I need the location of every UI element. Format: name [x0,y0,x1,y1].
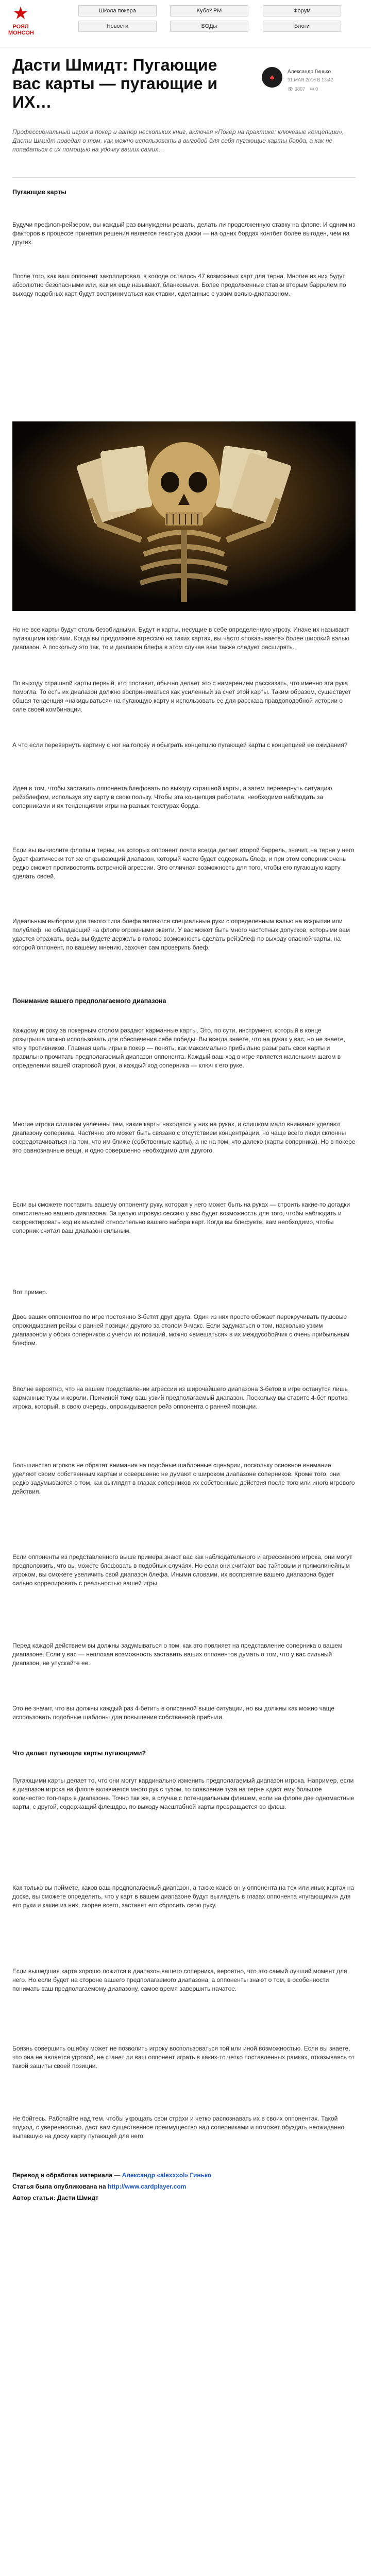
star-icon: ★ [12,4,29,23]
nav-item-vods[interactable]: ВОДы [170,21,248,32]
paragraph: Перед каждой действием вы должны задумываться о том, как это повлияет на представление соперника о вашем диапазоне. Если у вас — неплохая возможность заставить ваших оппонентов думать о том, что у вас сильный диапазон, не упускайте ее. [12,1642,343,1667]
article-title: Дасти Шмидт: Пугающие вас карты — пугающие и ИХ… [12,56,218,111]
paragraph: Это не значит, что вы должны каждый раз 4-бетить в описанной выше ситуации, но вы должны как можно чаще использовать подобные шаблоны для повышения собственной прибыли. [12,1705,335,1721]
paragraph: Многие игроки слишком увлечены тем, какие карты находятся у них на руках, и слишком мало внимания уделяют диапазону соперника. Частично это может быть связано с отсутствием концентрации, но чаще всего люди склонны сосредотачиваться на том, что им ближе (собственные карты), а не на том, что далеко (карты соперника). Но в покере это равнозначные вещи, и одно совершенно необходимо для другого. [12,1121,356,1154]
logo-line-1: РОЯЛ [12,24,29,30]
section-heading: Пугающие карты [12,189,66,196]
original-author-name: Дасти Шмидт [57,2194,99,2201]
site-logo[interactable] [8,3,33,44]
avatar[interactable]: ♠ [262,67,282,88]
author-name[interactable]: Александр Гинько [288,69,331,75]
paragraph: Будучи префлоп-рейзером, вы каждый раз вынуждены решать, делать ли продолженную ставку на флопе. И одним из факторов в процессе принятия решения является текстура доски — на одних бордах контбет более выгоден, чем на других. [12,221,356,246]
paragraph: Идея в том, чтобы заставить оппонента блефовать по выходу страшной карты, а затем перевернуть ситуацию рейзблефом, используя эту карту в свою пользу. Чтобы эта концепция работала, необходимо наблюдать за соперниками и их тенденциями игры на разных текстурах борда. [12,785,332,809]
paragraph: Если вышедшая карта хорошо ложится в диапазон вашего соперника, вероятно, что это самый лучший момент для него. Но если будет на стороне вашего предполагаемого диапазона, а оппоненты знают о том, в особенности понимать ваш предполагаемому диапазону, самое время завершить начатое. [12,1968,347,1992]
nav-item-blogs[interactable]: Блоги [263,21,341,32]
translator-link[interactable]: Александр «alexxxol» Гинько [122,2172,212,2179]
paragraph: После того, как ваш оппонент заколлировал, в колоде осталось 47 возможных карт для терна. Многие из них будут абсолютно безопасными или, как их еще называют, бланковыми. Более продолженные ставки вторым баррелем по выходу подобных карт будут восприниматься как ставки, сделанные с узким вэлью-диапазоном. [12,273,346,297]
article-rating [129,2574,222,2576]
views-count: 3807 [294,87,305,92]
nav-item-news[interactable]: Новости [78,21,157,32]
nav-item-forum[interactable]: Форум [263,5,341,16]
paragraph: Пугающими карты делает то, что они могут кардинально изменить предполагаемый диапазон игрока. Например, если в диапазон игрока на флопе включается много рук с тузом, то появление туза на терне «даст ему большое количество топ-пар» в диапазоне. Точно так же, в случае с потенциальным флешем, если на флопе две одномастные карты, с другой, содержащий флешдро, по выходу масштабной карты превращается во флеш. [12,1777,355,1810]
paragraph: А что если перевернуть картину с ног на голову и обыграть концепцию пугающей карты с концепцией ее ожидания? [12,741,348,749]
paragraph: Не бойтесь. Работайте над тем, чтобы укрощать свои страхи и четко распознавать их в своих оппонентах. Такой подход, с уверенностью, даст вам существенное преимущество над соперниками и поможет обуздать неожиданно выпавшую на доску карту пугающей для него! [12,2115,345,2140]
rating-value [155,2574,196,2576]
translation-credit [12,2171,211,2180]
article-image [12,421,356,611]
paragraph: Но не все карты будут столь безобидными. Будут и карты, несущие в себе определенную угрозу. Иначе их называют пугающими картами. Когда вы продолжите агрессию на таких картах, вы часто «показываете» более широкий вэлью диапазон. А поскольку это так, то и диапазон блефа в этом случае вам также следует расширять. [12,626,350,651]
translation-label: Перевод и обработка материала — [12,2172,121,2179]
author-credit [12,2194,98,2202]
divider [12,177,356,178]
comments-count[interactable]: 0 [315,87,318,92]
paragraph: Двое ваших оппонентов по игре постоянно 3-бетят друг друга. Один из них просто обожает перекручивать пушовые опрокидывания рейзы с ранней позиции другого за столом 9-макс. Если задуматься о том, насколько узким диапазоном у обоих соперников с учетом их позиций, можно «вмешаться» в их междусобойчик с очень прибыльным блефом. [12,1313,350,1347]
paragraph: Вот пример. [12,1289,48,1296]
paragraph: Идеальным выбором для такого типа блефа являются специальные руки с определенным вэлью на вскрытии или полублеф, не обладающий на флопе огромными эквити. У вас может быть много частотных допусков, которыми вам удастся отражать, ведь вы будете держать в голове возможность сделать рейзблеф по выходу опасной карты, на которой оппонент, по вашему мнению, захочет сам проверить блеф. [12,918,350,951]
paragraph: Большинство игроков не обратят внимания на подобные шаблонные сценарии, поскольку основное внимание уделяют своим собственным картам и совершенно не думают о широком диапазоне соперников. Кроме того, они редко задумываются о том, как выглядят в глазах соперников их собственные действия после того или иного игрового действия. [12,1462,355,1495]
source-credit [12,2182,186,2191]
comment-icon: ✉ [310,87,314,92]
paragraph: Как только вы поймете, каков ваш предполагаемый диапазон, а также каков он у оппонента на тех или иных картах на доске, вы сможете определить, что у карт в вашем диапазоне будут выглядеть в глазах оппонента «пугающими» для его руки и какие из них, скорее всего, заставят его сбросить свою руку. [12,1884,355,1909]
paragraph: Боязнь совершить ошибку может не позволить игроку воспользоваться той или иной возможностью. Если вы знаете, что она не является угрозой, не станет ли ваш оппонент играть в каких-то четко поставленных рамках, отказываясь от такой защиты своей позиции. [12,2045,355,2070]
paragraph: Если вы вычислите флопы и терны, на которых оппонент почти всегда делает второй баррель, значит, на терне у него будет фактически тот же открывающий диапазон, который часто будет содержать блеф, и при этом соперник очень редко сможет противостоять встречной агрессии. Это отличная возможность для того, чтобы его пугающую карту сделать своей. [12,846,355,880]
section-heading: Понимание вашего предполагаемого диапазона [12,997,166,1005]
section-heading: Что делает пугающие карты пугающими? [12,1750,146,1757]
publish-date: 31 МАЯ 2016 В 13:42 [288,77,333,82]
author-box [262,67,359,111]
source-label: Статья была опубликована на [12,2183,106,2190]
paragraph: По выходу страшной карты первый, кто поставит, обычно делает это с намерением рассказать, что именно эта рука помогла. То есть их диапазон должно восприниматься как усиленный за счет этой карты. Таким образом, существует общая тенденция «накидываться» на пугающую карту и использовать ее для рассказа правдоподобной истории о силе своей комбинации. [12,680,351,713]
logo-line-2: МОНСОН [8,30,34,36]
author-label: Автор статьи: [12,2194,56,2201]
nav-item-rm-cup[interactable]: Кубок РМ [170,5,248,16]
paragraph: Вполне вероятно, что на вашем представлении агрессии из широчайшего диапазона 3-бетов в игре останутся лишь карманные тузы и короли. Причиной тому ваш узкий предполагаемый диапазон. Поскольку вы ставите 4-бет против игрока, который, в свою очередь, опрокидывается рейз оппонента с ранней позиции. [12,1385,348,1410]
article-lead: Профессиональный игрок в покер и автор нескольких книг, включая «Покер на практике: ключевые концепции», Дасти Шмидт поведал о том, как можно использовать в выгодой для себя пугающие карты борда, а как не попадаться с их помощью на удочку ваших самих… [12,128,344,153]
paragraph: Каждому игроку за покерным столом раздают карманные карты. Это, по сути, инструмент, который в конце розыгрыша можно использовать для обеспечения себе победы. Вы всегда знаете, что на руках у вас, но не знаете, что у противников. Главная цель игры в покер — понять, как максимально прибыльно разыграть свои карты и правильно прочитать предполагаемый диапазон оппонента. Каждый ваш ход в игре является маленьким шагом в определении вашей стартовой руки, а каждый ход соперника — ключ к его руке. [12,1027,345,1069]
paragraph: Если вы сможете поставить вашему оппоненту руку, которая у него может быть на руках — строить какие-то догадки относительно вашего диапазона. За целую игровую сессию у вас будет возможность для того, чтобы наблюдать и скорректировать ход их мыслей относительно вашего набора карт. Когда вы блефуете, вам необходимо, чтобы соперник считал ваш диапазон сильным. [12,1201,350,1234]
article-stats [288,87,318,92]
source-link[interactable]: http://www.cardplayer.com [108,2183,187,2190]
eye-icon: 👁 [288,87,294,92]
nav-item-poker-school[interactable]: Школа покера [78,5,157,16]
top-navigation-bar [0,0,371,47]
paragraph: Если оппоненты из представленного выше примера знают вас как наблюдательного и агрессивного игрока, они могут предположить, что вы можете блефовать в подобных случаях. Но если они считают вас тайтовым и прямолинейным игроком, вы сможете увеличить свой диапазон блефа. Иными словами, их восприятие вашего диапазона будет сильно коррелировать с реальностью вашей игры. [12,1553,352,1587]
